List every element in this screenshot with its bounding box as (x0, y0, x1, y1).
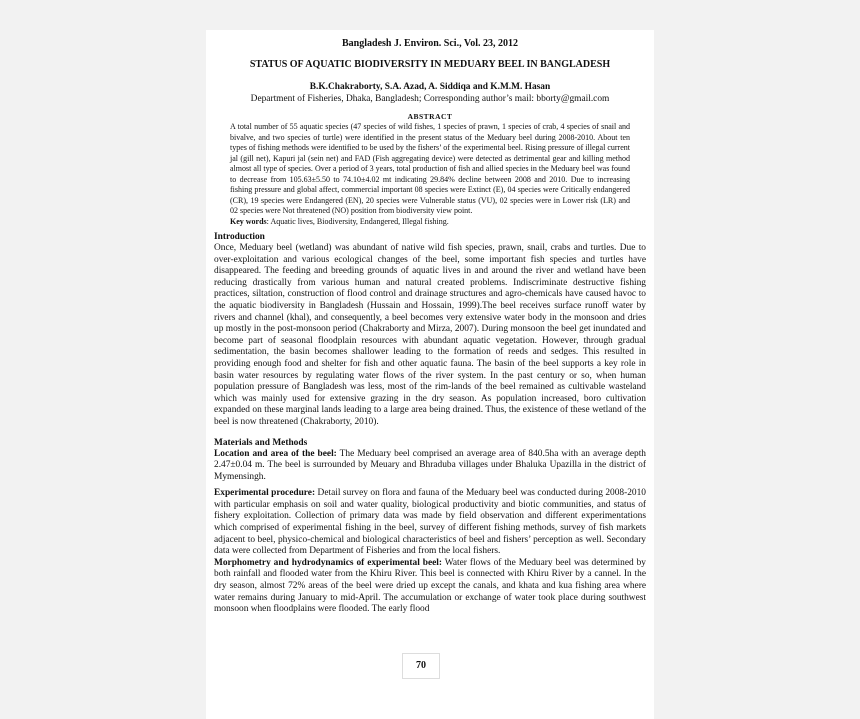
morphometry-paragraph (214, 558, 646, 616)
experimental-paragraph (214, 488, 646, 558)
introduction-heading: Introduction (214, 232, 265, 242)
experimental-text: Detail survey on flora and fauna of the Meduary beel was conducted during 2008-2010 with particular emphasis on soil and water quality, biological productivity and biotic communities, and status of fishery exploitation. Collection of primary data was made by field observation and different experimentations which comprised of experimental fishing in the beel, survey of different fishing methods, survey of fish markets adjacent to beel, physico-chemical and biological characteristics of beel and fishers’ perception as well. Secondary data were collected from Department of Fisheries and from the local fishers. (214, 488, 646, 557)
paper-page (206, 30, 654, 719)
morphometry-label: Morphometry and hydrodynamics of experimental beel: (214, 557, 442, 568)
introduction-text: Once, Meduary beel (wetland) was abundant of native wild fish species, prawn, snail, crabs and turtles. Due to over-exploitation and various ecological changes of the beel, some important fish species and turtles have disappeared. The feeding and breeding grounds of aquatic lives in and around the river and wetland have been reducing drastically from various human and natural created problems. Indiscriminate destructive fishing practices, siltation, construction of flood control and drainage structures and agro-chemicals have caused havoc to the aquatic biodiversity in Bangladesh (Hussain and Hossain, 1999).The beel receives surface runoff water by rivers and channel (khal), and consequently, a beel becomes very extensive water body in the monsoon and dries up mostly in the post-monsoon period (Chakraborty and Mirza, 2007). During monsoon the beel get inundated and become part of seasonal floodplain resources with abundant aquatic vegetation. However, through gradual sedimentation, the basin becomes shallower leading to the formation of reeds and sedges. This resulted in providing enough food and shelter for fish and other aquatic fauna. The basin of the beel supports a key role in basin water resources by regulating water flows of the river system. In the past century or so, when human population pressure of Bangladesh was less, most of the rim-lands of the beel remained as cultivable wasteland which was mainly used for extensive grazing in the dry season. As population increased, boro cultivation expanded on these marginal lands leading to a large area being drained. Thus, the existence of these wetland of the beel is now threatened (Chakraborty, 2010). (214, 243, 646, 427)
keywords-text: : Aquatic lives, Biodiversity, Endangered, Illegal fishing. (266, 216, 449, 226)
keywords-label: Key words (230, 216, 267, 226)
morphometry-text: Water flows of the Meduary beel was determined by both rainfall and flooded water from the Khiru River. This beel is connected with Khiru River by a cannel. In the dry season, almost 72% areas of the beel were dried up except the canals, and khata and kua fishing area where water remains during January to mid-April. The accumulation or exchange of water took place during southwest monsoon when floodplains were flooded. The early flood (214, 557, 646, 615)
paper-title: STATUS OF AQUATIC BIODIVERSITY IN MEDUARY BEEL IN BANGLADESH (249, 59, 611, 70)
methods-heading: Materials and Methods (214, 437, 308, 448)
author-list: B.K.Chakraborty, S.A. Azad, A. Siddiqa and K.M.M. Hasan (309, 82, 551, 92)
location-text: The Meduary beel comprised an average area of 840.5ha with an average depth 2.47±0.04 m. The beel is surrounded by Meuary and Bhraduba villages under Bhaluka Upazilla in the district of Mymensingh. (214, 448, 646, 482)
experimental-label: Experimental procedure: (214, 488, 316, 499)
abstract-heading: ABSTRACT (407, 112, 453, 121)
location-label: Location and area of the beel: (214, 448, 337, 459)
page-number: 70 (402, 653, 440, 679)
journal-header: Bangladesh J. Environ. Sci., Vol. 23, 2012 (342, 38, 518, 49)
location-paragraph (214, 449, 646, 484)
abstract-text: A total number of 55 aquatic species (47 species of wild fishes, 1 species of prawn, 1 species of crab, 4 species of snail and bivalve, and two species of turtle) were identified in the present status of the Meduary beel during 2008-2010. About ten types of fishing methods were identified to be used by the fishers’ of the experimental beel. Rising pressure of illegal current jal (gill net), Kapuri jal (sein net) and FAD (Fish aggregating device) were detected as detrimental gear and killing method almost all type of species. Over a period of 3 years, total production of fish and allied species in the Meduary beel was found to decrease from 105.63±5.50 to 74.10±4.02 mt indicating 29.84% decline between 2008 and 2010. Due to increasing fishing pressure and global affect, commercial important 08 species were Extinct (E), 04 species were Critically endangered (CR), 19 species were Endangered (EN), 20 species were Vulnerable status (VU), 02 species were in Lower risk (LR) and 02 species were Not threatened (NO) position from biodiversity view point. (230, 122, 630, 215)
keywords (230, 217, 646, 228)
page-content (214, 38, 646, 616)
affiliation: Department of Fisheries, Dhaka, Bangladesh; Corresponding author’s mail: bborty@gmail.com (250, 94, 610, 104)
